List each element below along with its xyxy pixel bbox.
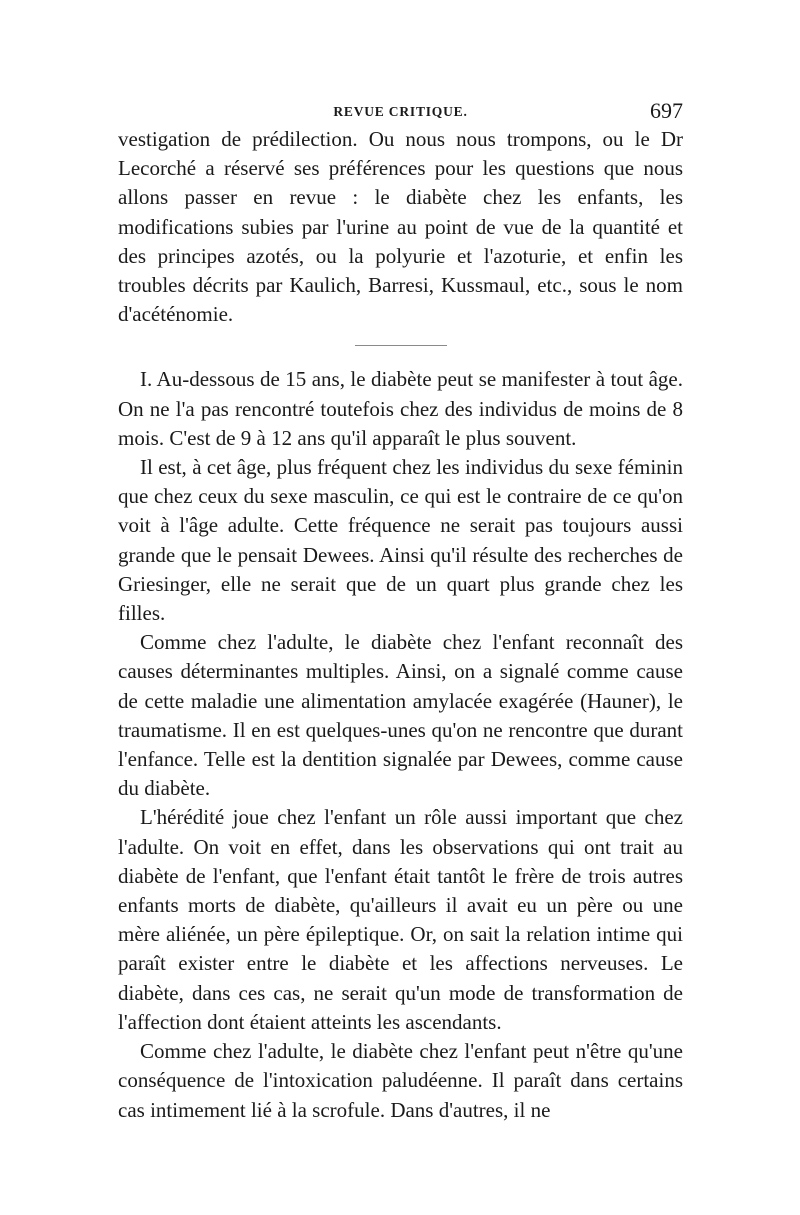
paragraph-causes: Comme chez l'adulte, le diabète chez l'enfant reconnaît des causes déterminantes multiples. Ainsi, on a signalé comme cause de cette maladie une alimentation amylacée exagérée (Hauner), le traumatisme. Il en est quelques-unes qu'on ne rencontre que durant l'enfance. Telle est la dentition signalée par Dewees, comme cause du diabète. [118, 630, 683, 801]
body-text [118, 125, 683, 1125]
running-title: REVUE CRITIQUE. [333, 104, 468, 119]
section-divider [355, 345, 447, 346]
paragraph-intro-continuation: vestigation de prédilection. Ou nous nous trompons, ou le Dr Lecorché a réservé ses préférences pour les questions que nous allons passer en revue : le diabète chez les enfants, les modifications subies par l'urine au point de vue de la quantité et des principes azotés, ou la polyurie et l'azoturie, et enfin les troubles décrits par Kaulich, Barresi, Kussmaul, etc., sous le nom d'acéténomie. [118, 127, 683, 327]
paragraph-heredity: L'hérédité joue chez l'enfant un rôle aussi important que chez l'adulte. On voit en effet, dans les observations qui ont trait au diabète de l'enfant, que l'enfant était tantôt le frère de trois autres enfants morts de diabète, qu'ailleurs il avait eu un père ou une mère aliénée, un père épileptique. Or, on sait la relation intime qui paraît exister entre le diabète et les affections nerveuses. Le diabète, dans ces cas, ne serait qu'un mode de transformation de l'affection dont étaient atteints les ascendants. [118, 805, 683, 1034]
page-number: 697 [650, 98, 683, 123]
running-header [118, 98, 683, 128]
paragraph-sex-frequency: Il est, à cet âge, plus fréquent chez les individus du sexe féminin que chez ceux du sexe masculin, ce qui est le contraire de ce qu'on voit à l'âge adulte. Cette fréquence ne serait pas toujours aussi grande que le pensait Dewees. Ainsi qu'il résulte des recherches de Griesinger, elle ne serait que de un quart plus grande chez les filles. [118, 455, 683, 626]
paragraph-age-onset: I. Au-dessous de 15 ans, le diabète peut se manifester à tout âge. On ne l'a pas rencontré toutefois chez des individus de moins de 8 mois. C'est de 9 à 12 ans qu'il apparaît le plus souvent. [118, 367, 683, 450]
paragraph-intoxication: Comme chez l'adulte, le diabète chez l'enfant peut n'être qu'une conséquence de l'intoxication paludéenne. Il paraît dans certains cas intimement lié à la scrofule. Dans d'autres, il ne [118, 1039, 683, 1122]
